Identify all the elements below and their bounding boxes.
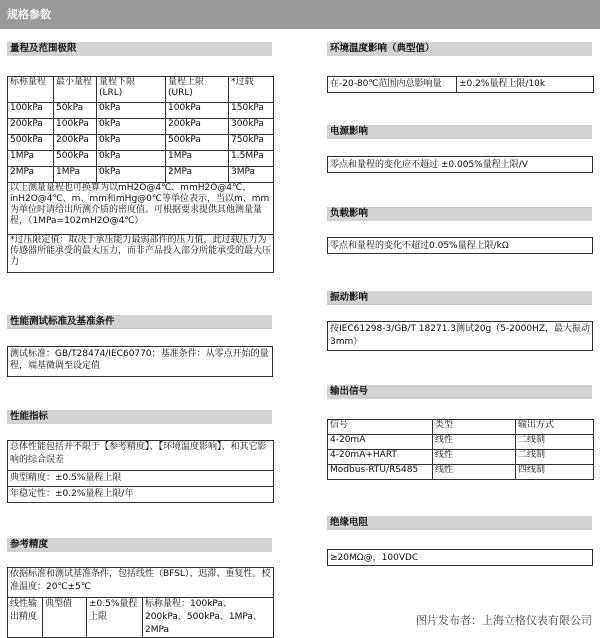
- range-header-row: [8, 77, 274, 103]
- table-cell: 1.5MPa: [229, 151, 274, 167]
- table-cell: ±0.2%量程上限/10k: [457, 77, 594, 93]
- table-cell: 四线制: [516, 465, 594, 480]
- table-cell: 100kPa: [8, 103, 54, 119]
- annual-stability: 年稳定性：±0.2%量程上限/年: [8, 487, 274, 503]
- output-header-cell: 信号: [328, 420, 433, 435]
- temp-effect-heading: 环境温度影响（典型值）: [327, 42, 592, 56]
- output-header-cell: 输出方式: [516, 420, 594, 435]
- range-header-cell: 最小量程: [54, 77, 97, 103]
- table-cell: 2MPa: [166, 167, 229, 183]
- table-row: [328, 77, 594, 93]
- table-cell: 200kPa: [166, 119, 229, 135]
- table-cell: 标称量程：100kPa、200kPa、500kPa、1MPa、2MPa: [143, 598, 274, 638]
- publisher-credit: 图片发布者：上海立格仪表有限公司: [416, 614, 592, 627]
- table-cell: 0kPa: [97, 103, 166, 119]
- table-row: [8, 167, 274, 183]
- table-cell: 0kPa: [97, 151, 166, 167]
- table-cell: 500kPa: [8, 135, 54, 151]
- table-cell: 0kPa: [97, 167, 166, 183]
- table-cell: 1MPa: [8, 151, 54, 167]
- table-cell: 500kPa: [54, 151, 97, 167]
- power-effect-heading: 电源影响: [327, 125, 592, 139]
- table-cell: 200kPa: [54, 135, 97, 151]
- table-cell: 典型值: [43, 598, 87, 638]
- table-cell: 线性: [433, 450, 516, 465]
- range-header-cell: 标称量程: [8, 77, 54, 103]
- table-row: [8, 471, 274, 487]
- table-cell: 线性: [433, 435, 516, 450]
- table-cell: 150kPa: [229, 103, 274, 119]
- table-cell: 50kPa: [54, 103, 97, 119]
- table-row: [8, 487, 274, 503]
- table-row: [8, 151, 274, 167]
- performance-summary: 总体性能包括并不限于【参考精度】、【环境温度影响】、和其它影响的综合误差: [8, 441, 274, 471]
- table-cell: 200kPa: [8, 119, 54, 135]
- table-cell: 4-20mA+HART: [328, 450, 433, 465]
- range-note-row: [8, 235, 274, 273]
- typical-accuracy: 典型精度：±0.5%量程上限: [8, 471, 274, 487]
- test-standard-text: 测试标准：GB/T28474/IEC60770；基准条件：从零点开始的量程，端基微调至设定值: [7, 346, 273, 377]
- vibration-heading: 振动影响: [327, 291, 592, 305]
- output-heading: 输出信号: [327, 385, 592, 399]
- table-cell: 2MPa: [8, 167, 54, 183]
- table-cell: 线性: [433, 465, 516, 480]
- table-cell: 线性输出精度: [8, 598, 43, 638]
- table-row: [328, 435, 594, 450]
- table-cell: 300kPa: [229, 119, 274, 135]
- load-effect-heading: 负载影响: [327, 207, 592, 221]
- range-note-row: [8, 183, 274, 235]
- table-cell: 二线制: [516, 450, 594, 465]
- test-standard-heading: 性能测试标准及基准条件: [7, 315, 272, 329]
- table-cell: 1MPa: [166, 151, 229, 167]
- table-row: [8, 568, 274, 598]
- table-row: [8, 441, 274, 471]
- table-row: [328, 450, 594, 465]
- table-cell: Modbus-RTU/RS485: [328, 465, 433, 480]
- range-header-cell: *过载: [229, 77, 274, 103]
- ref-accuracy-table: [7, 567, 274, 638]
- performance-heading: 性能指标: [7, 410, 272, 424]
- insulation-heading: 绝缘电阻: [327, 516, 592, 530]
- page-title: 规格参数: [0, 0, 600, 29]
- vibration-text: 按IEC61298-3/GB/T 18271.3测试20g（5-2000HZ，最大振动3mm）: [327, 321, 593, 351]
- table-cell: 1MPa: [54, 167, 97, 183]
- table-row: [8, 598, 274, 638]
- table-row: [8, 119, 274, 135]
- power-effect-text: 零点和量程的变化应不超过 ±0.005%量程上限/V: [327, 156, 593, 173]
- table-cell: 0kPa: [97, 135, 166, 151]
- table-cell: 100kPa: [166, 103, 229, 119]
- ref-accuracy-heading: 参考精度: [7, 538, 272, 552]
- load-effect-text: 零点和量程的变化不超过0.05%量程上限/kΩ: [327, 237, 593, 254]
- table-row: [8, 135, 274, 151]
- range-header-cell: 量程上限 (URL): [166, 77, 229, 103]
- range-heading: 量程及范围极限: [7, 42, 272, 56]
- range-table: [7, 76, 274, 273]
- output-header-row: [328, 420, 594, 435]
- overload-note: *过压限定值：取决于承压能力最弱部件的压力值，此过载压力为传感器所能承受的最大压力，而非产品投入部分所能承受的最大压力: [8, 235, 274, 273]
- insulation-text: ≥20MΩ@，100VDC: [327, 549, 593, 566]
- table-row: [8, 103, 274, 119]
- output-table: [327, 419, 594, 480]
- range-note: 以上测量量程也可换算为以mH2O@4℃、mmH2O@4℃、inH2O@4℃、m、mm和mHg@0℃等单位表示，当以m、mm为单位时请给出所测介质的密度值。可根据要求提供其他测量量程，（1MPa=102mH2O@4℃）: [8, 183, 274, 235]
- table-cell: 在-20-80℃范围内总影响量: [328, 77, 457, 93]
- performance-table: [7, 440, 274, 503]
- table-cell: 750kPa: [229, 135, 274, 151]
- table-cell: 4-20mA: [328, 435, 433, 450]
- range-header-cell: 量程下限 (LRL): [97, 77, 166, 103]
- table-cell: 0kPa: [97, 119, 166, 135]
- table-cell: ±0.5%量程上限: [87, 598, 143, 638]
- table-cell: 100kPa: [54, 119, 97, 135]
- table-cell: 500kPa: [166, 135, 229, 151]
- table-cell: 3MPa: [229, 167, 274, 183]
- output-header-cell: 类型: [433, 420, 516, 435]
- table-row: [328, 465, 594, 480]
- table-cell: 二线制: [516, 435, 594, 450]
- ref-accuracy-text: 依据标准和测试基准条件，包括线性（BFSL）、迟滞、重复性。校准温度：20℃±5℃: [8, 568, 274, 598]
- temp-effect-table: [327, 76, 594, 93]
